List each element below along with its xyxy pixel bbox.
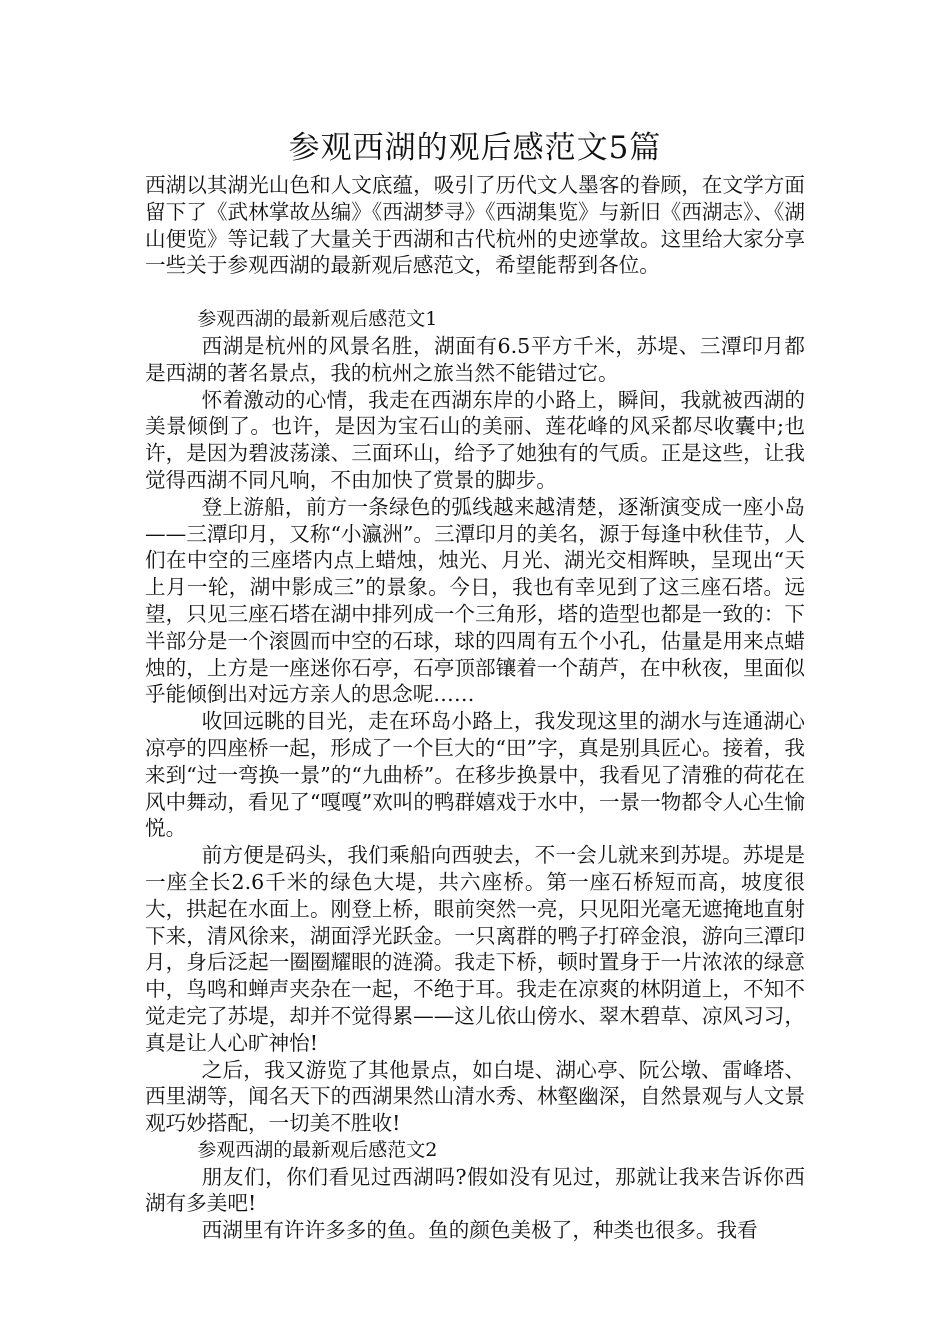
section-heading-1: 参观西湖的最新观后感范文1 (197, 308, 438, 331)
document-body (145, 172, 805, 1244)
body-paragraph: 怀着激动的心情，我走在西湖东岸的小路上，瞬间，我就被西湖的美景倾倒了。也许，是因为宝石山的美丽、莲花峰的风采都尽收囊中;也许，是因为碧波荡漾、三面环山，给予了她独有的气质。正是这些，让我觉得西湖不同凡响，不由加快了赏景的脚步。 (145, 387, 805, 492)
document-title: 参观西湖的观后感范文5篇 (288, 130, 662, 166)
body-paragraph: 西湖里有许许多多的鱼。鱼的颜色美极了，种类也很多。我看 (201, 1218, 758, 1243)
body-paragraph: 西湖是杭州的风景名胜，湖面有6.5平方千米，苏堤、三潭印月都是西湖的著名景点，我的杭州之旅当然不能错过它。 (145, 333, 805, 385)
body-paragraph: 前方便是码头，我们乘船向西驶去，不一会儿就来到苏堤。苏堤是一座全长2.6千米的绿色大堤，共六座桥。第一座石桥短而高，坡度很大，拱起在水面上。刚登上桥，眼前突然一亮，只见阳光毫无遮掩地直射下来，清风徐来，湖面浮光跃金。一只离群的鸭子打碎金浪，游向三潭印月，身后泛起一圈圈耀眼的涟漪。我走下桥，顿时置身于一片浓浓的绿意中，鸟鸣和蝉声夹杂在一起，不绝于耳。我走在凉爽的林阴道上，不知不觉走完了苏堤，却并不觉得累——这儿依山傍水、翠木碧草、凉风习习，真是让人心旷神怡! (145, 843, 805, 1055)
body-paragraph: 之后，我又游览了其他景点，如白堤、湖心亭、阮公墩、雷峰塔、西里湖等，闻名天下的西湖果然山清水秀、林壑幽深，自然景观与人文景观巧妙搭配，一切美不胜收! (145, 1057, 805, 1136)
intro-paragraph: 西湖以其湖光山色和人文底蕴，吸引了历代文人墨客的眷顾，在文学方面留下了《武林掌故丛编》《西湖梦寻》《西湖集览》与新旧《西湖志》、《湖山便览》等记载了大量关于西湖和古代杭州的史迹掌故。这里给大家分享一些关于参观西湖的最新观后感范文，希望能帮到各位。 (145, 173, 805, 278)
body-paragraph: 朋友们，你们看见过西湖吗?假如没有见过，那就让我来告诉你西湖有多美吧! (145, 1164, 805, 1216)
section-heading-2: 参观西湖的最新观后感范文2 (197, 1138, 438, 1161)
body-paragraph: 登上游船，前方一条绿色的弧线越来越清楚，逐渐演变成一座小岛——三潭印月，又称“小瀛洲”。三潭印月的美名，源于每逢中秋佳节，人们在中空的三座塔内点上蜡烛，烛光、月光、湖光交相辉映，呈现出“天上月一轮，湖中影成三”的景象。今日，我也有幸见到了这三座石塔。远望，只见三座石塔在湖中排列成一个三角形，塔的造型也都是一致的：下半部分是一个滚圆而中空的石球，球的四周有五个小孔，估量是用来点蜡烛的，上方是一座迷你石亭，石亭顶部镶着一个葫芦，在中秋夜，里面似乎能倾倒出对远方亲人的思念呢…… (145, 494, 805, 707)
body-paragraph: 收回远眺的目光，走在环岛小路上，我发现这里的湖水与连通湖心凉亭的四座桥一起，形成了一个巨大的“田”字，真是别具匠心。接着，我来到“过一弯换一景”的“九曲桥”。在移步换景中，我看见了清雅的荷花在风中舞动，看见了“嘎嘎”欢叫的鸭群嬉戏于水中，一景一物都令人心生愉悦。 (145, 709, 805, 841)
